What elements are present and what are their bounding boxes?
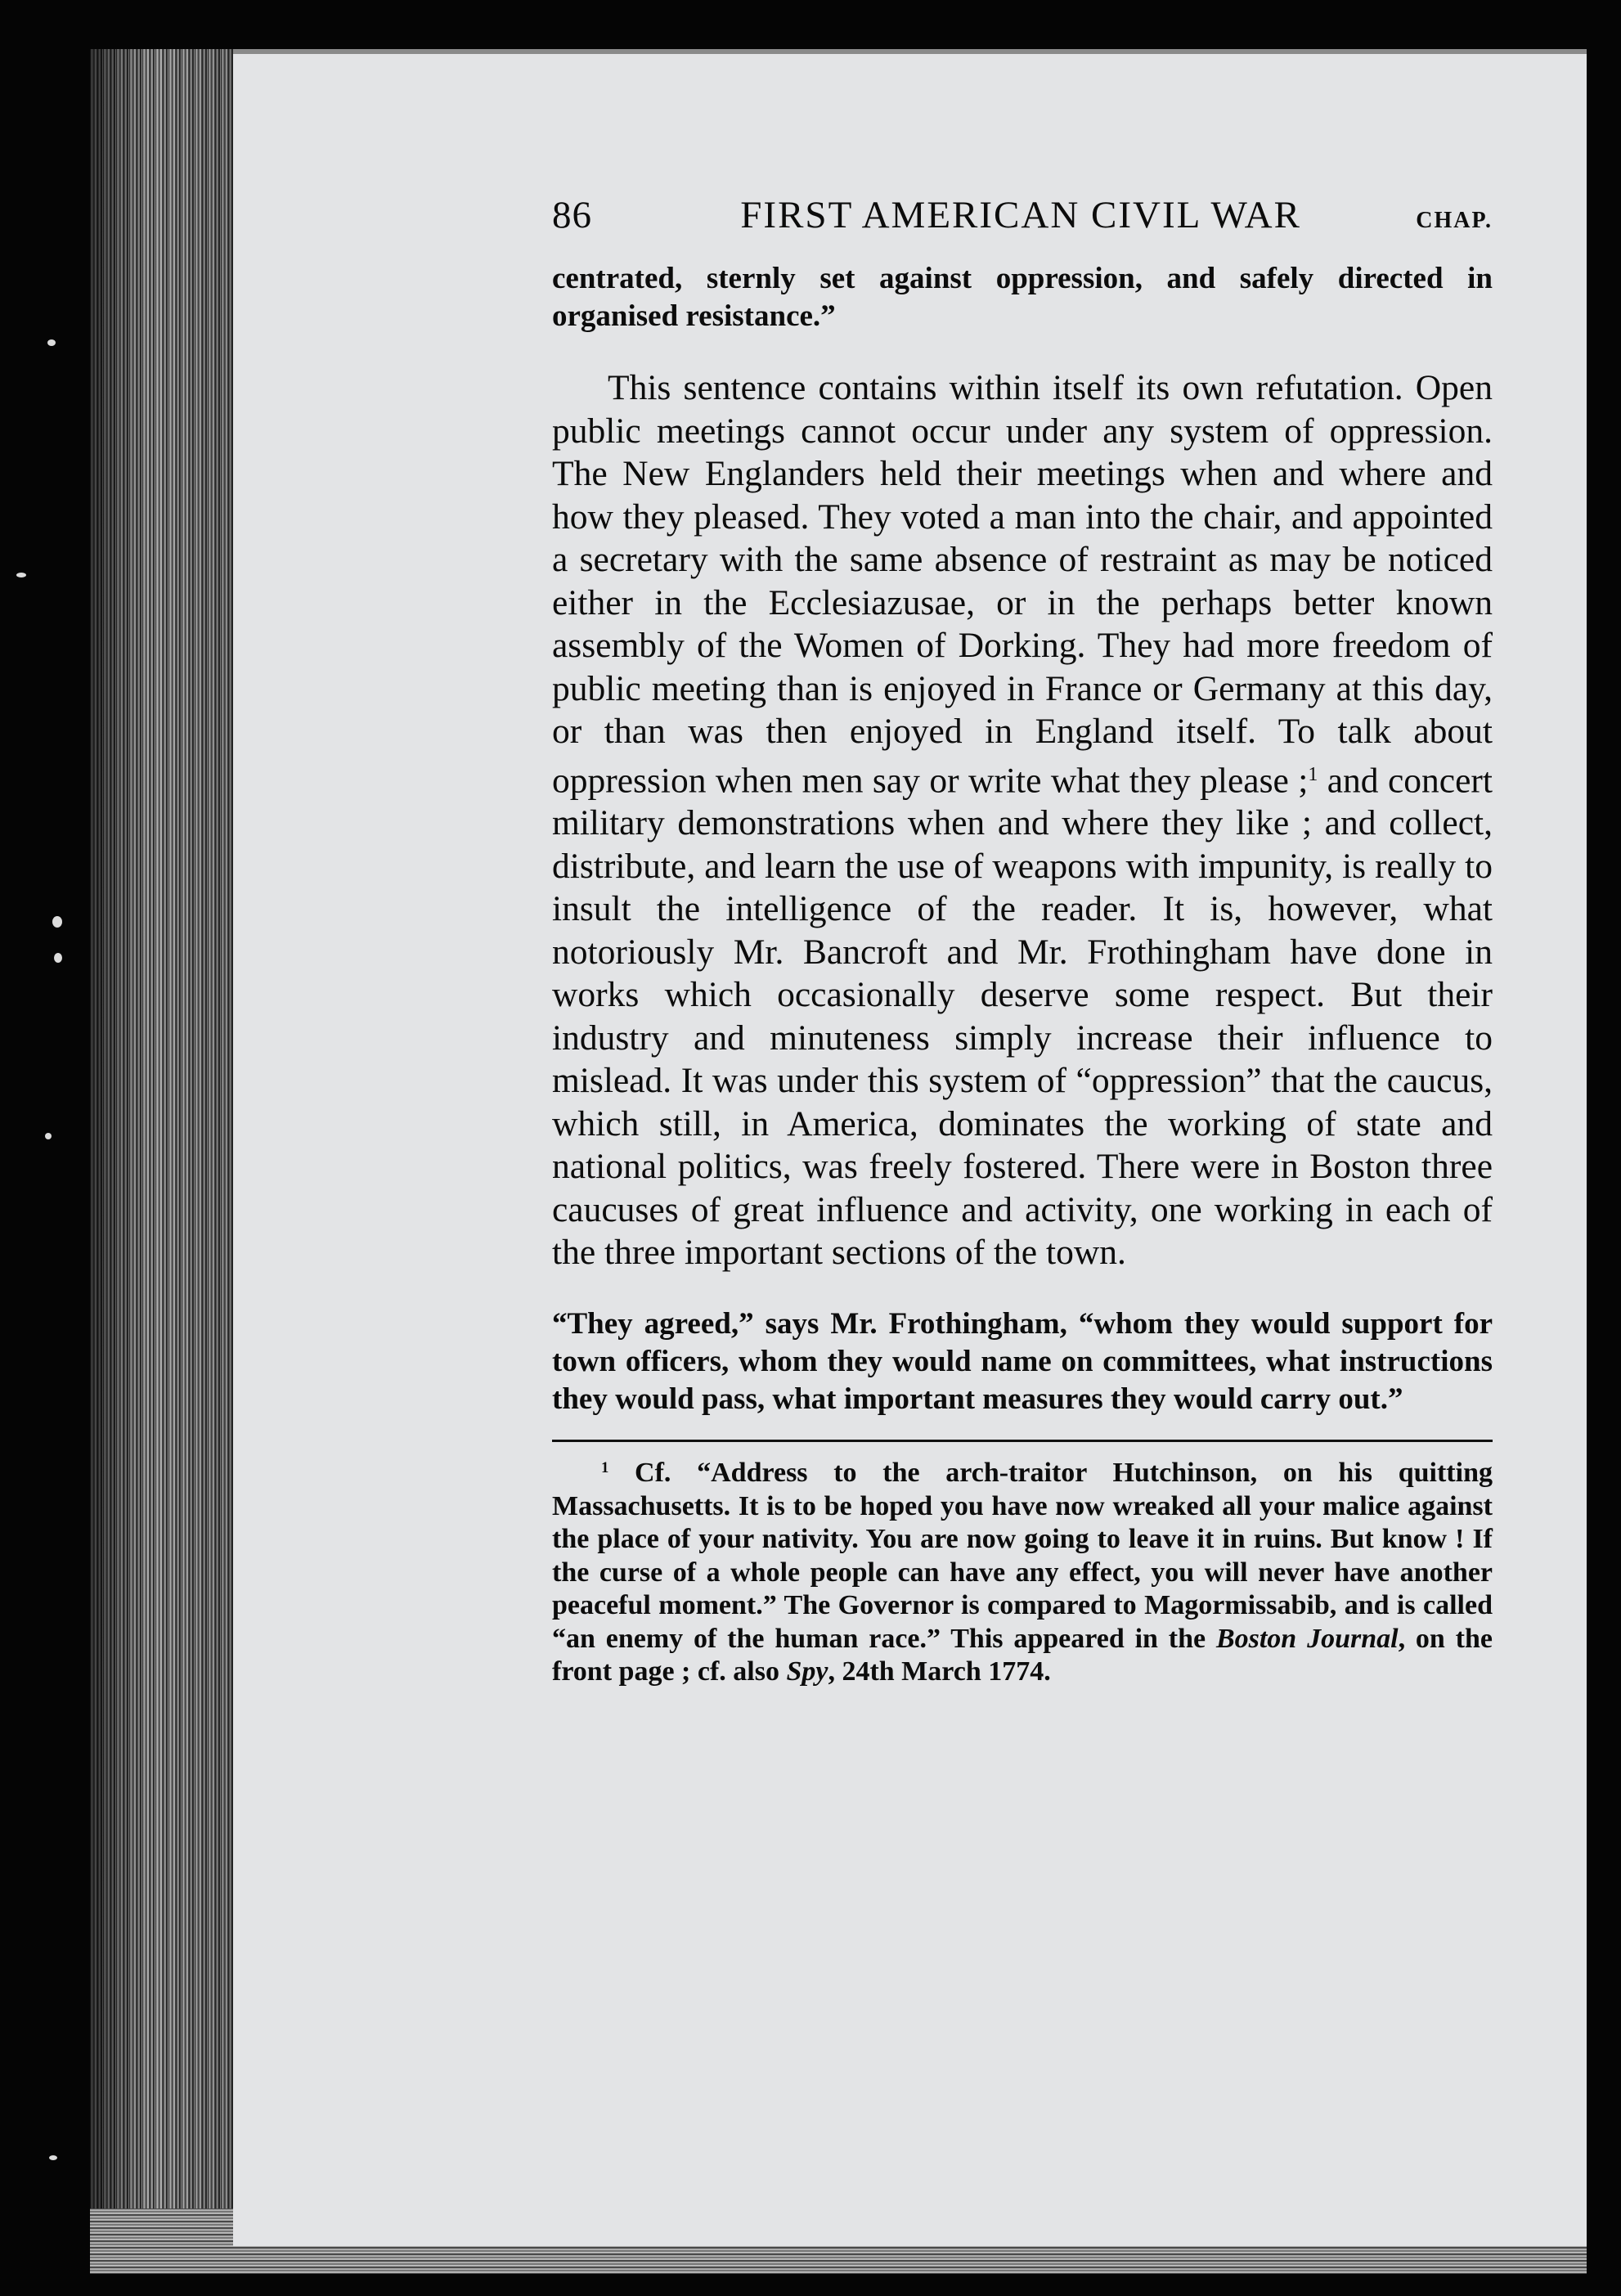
speck [52,916,62,928]
speck [49,2155,57,2160]
speck [45,1133,52,1139]
footnote-spy: Spy [786,1656,828,1687]
main-paragraph-part-2: and concert military demonstrations when and where they like ; and collect, distribute, and learn the use of weapons with impunity, is really to insult the intelligence of the reader. It is, however, what notoriously Mr. Bancroft and Mr. Frothingham have done in works which occasionally deserve some respect. But their industry and minuteness simply increase their influence to mislead. It was under this system of “oppression” that the caucus, which still, in America, dominates the working of state and national politics, was freely fostered. There were in Boston three caucuses of great influence and activity, one working in each of the three important sections of the town. [552,760,1493,1273]
page-number: 86 [552,194,592,236]
chapter-label: CHAP. [1416,208,1493,233]
footnote-text-1: Cf. “Address to the arch-traitor Hutchinson, on his quitting Massachusetts. It is to be hoped you have now wreaked all your malice against the place of your nativity. You are now going to leave it in ruins. But know ! If the curse of a whole people can have any effect, you will never have another peaceful moment.” The Governor is compared to Magormissabib, and is called “an enemy of the human race.” This appeared in the [552,1458,1493,1654]
footnote-journal: Boston Journal [1215,1623,1399,1654]
margin-specks [0,0,90,2296]
page-edges-shade [90,49,245,2258]
frothingham-quote: “They agreed,” says Mr. Frothingham, “whom they would support for town officers, whom they would name on committees, what instructions they would pass, what important measures they would carry out.” [552,1306,1493,1416]
speck [54,953,62,963]
main-paragraph-part-1: This sentence contains within itself its own refutation. Open public meetings cannot occur under any system of oppression. The New Englanders held their meetings when and where and how they pleased. They voted a man into the chair, and appointed a secretary with the same absence of restraint as may be noticed either in the Ecclesiazusae, or in the perhaps better known assembly of the Women of Dorking. They had more freedom of public meeting than is enjoyed in France or Germany at this day, or than was then enjoyed in England itself. To talk about oppression when men say or write what they please ; [552,368,1493,800]
main-paragraph [552,366,1493,1274]
footnote-rule [552,1440,1493,1442]
footnote-text-2: , on the front page ; cf. also [552,1623,1493,1687]
running-header [552,193,1493,237]
footnote-marker: 1 [1308,763,1318,785]
speck [16,573,26,577]
opening-quote: centrated, sternly set against oppression, and safely directed in organised resistance.” [552,262,1493,333]
footnote [552,1452,1493,1689]
speck [47,339,56,346]
page-content [552,193,1493,1689]
footnote-text-3: , 24th March 1774. [828,1656,1051,1687]
running-title: FIRST AMERICAN CIVIL WAR [740,194,1301,236]
book-page [233,49,1587,2246]
footnote-number: 1 [601,1458,609,1476]
